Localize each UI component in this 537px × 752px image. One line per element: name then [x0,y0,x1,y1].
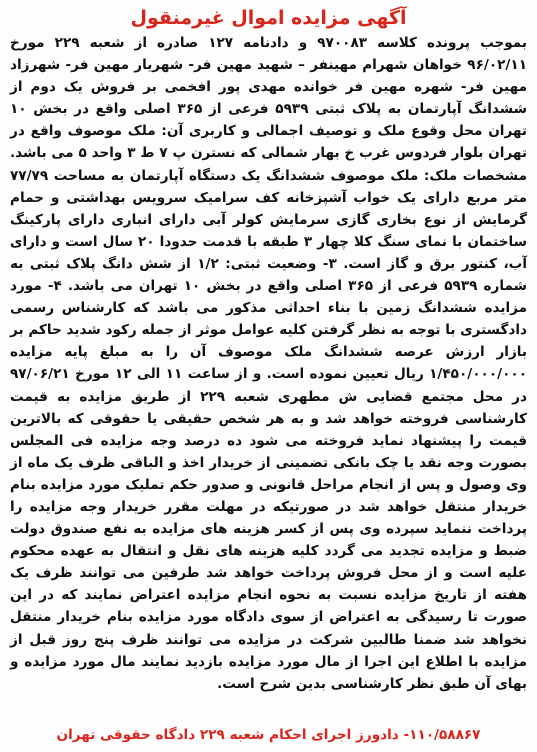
notice-title: آگهی مزایده اموال غیرمنقول [130,7,407,29]
notice-footer: ۱۱۰/۵۸۸۶۷- دادورز اجرای احکام شعبه ۲۲۹ دادگاه حقوقی تهران [56,727,481,743]
notice-body: بموجب پرونده کلاسه ۹۷۰۰۸۳ و دادنامه ۱۲۷ صادره از شعبه ۲۲۹ مورخ ۹۶/۰۲/۱۱ خواهان شهرام مهینفر – شهید مهین فر- شهریار مهین فر- شهرزاد مهین فر- شهره مهین فر خوانده مهدی پور افخمی بر فروش یک دوم از ششدانگ آپارتمان به پلاک ثبتی ۵۹۳۹ فرعی از ۳۶۵ اصلی واقع در بخش ۱۰ تهران محل وقوع ملک و توصیف اجمالی و کاربری آن: ملک موصوف واقع در تهران بلوار فردوس غرب خ بهار شمالی که نسترن پ ۷ ط ۳ واحد ۵ می باشد. مشخصات ملک: ملک موصوف ششدانگ یک دستگاه آپارتمان به مساحت ۷۷/۷۹ متر مربع دارای یک خواب آشپزخانه کف سرامیک سرویس بهداشتی و حمام گرمایش از نوع بخاری گازی سرمایش کولر آبی دارای انباری دارای پارکینگ ساختمان با نمای سنگ کلا چهار ۳ طبقه با قدمت حدودا ۲۰ سال است و دارای آب، کنتور برق و گاز است. ۳- وضعیت ثبتی: ۱/۲ از شش دانگ پلاک ثبتی به شماره ۵۹۳۹ فرعی از ۳۶۵ اصلی واقع در بخش ۱۰ تهران می باشد. ۴- مورد مزایده ششدانگ زمین با بناء احداثی مذکور می باشد که کارشناس رسمی دادگستری با توجه به نظر گرفتن کلیه عوامل موثر از جمله رکود شدید حاکم بر بازار ارزش عرصه ششدانگ ملک موصوف آن را به مبلغ پایه مزایده ۱/۴۵۰/۰۰۰/۰۰۰ ریال تعیین نموده است. و از ساعت ۱۱ الی ۱۲ مورخ ۹۷/۰۶/۲۱ در محل مجتمع قضایی ش مطهری شعبه ۲۲۹ از طریق مزایده به قیمت کارشناسی فروخته خواهد شد و به هر شخص حقیقی یا حقوقی که بالاترین قیمت را پیشنهاد نماید فروخته می شود ده درصد وجه مزایده فی المجلس بصورت وجه نقد یا چک بانکی تضمینی از خریدار اخذ و الباقی ظرف یک ماه از وی وصول و پس از انجام مراحل قانونی و صدور حکم تملیک مورد مزایده بنام خریدار منتقل خواهد شد در صورتیکه در مهلت مقرر خریدار وجه مزایده را پرداخت ننماید سپرده وی پس از کسر هزینه های مزایده به نفع صندوق دولت ضبط و مزایده تجدید می گردد کلیه هزینه های نقل و انتقال به عهده محکوم علیه است و از محل فروش پرداخت خواهد شد طرفین می توانند ظرف یک هفته از تاریخ مزایده نسبت به نحوه انجام مزایده اعتراض نمایند که در این صورت تا رسیدگی به اعتراض از سوی دادگاه مورد مزایده بنام خریدار منتقل نخواهد شد ضمنا طالبین شرکت در مزایده می توانند ظرف پنج روز قبل از مزایده با اطلاع این اجرا از مال مورد مزایده بازدید نمایند مال مورد مزایده و بهای آن طبق نظر کارشناسی بدین شرح است. [10,35,527,692]
